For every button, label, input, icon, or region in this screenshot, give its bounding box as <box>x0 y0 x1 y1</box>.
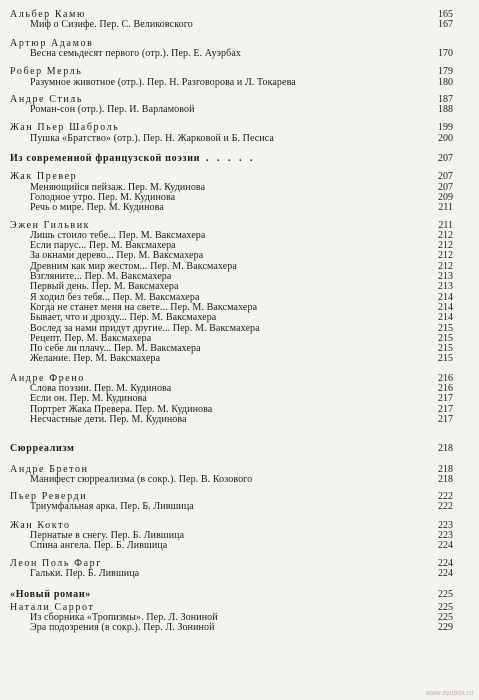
toc-work-title: Эра подозрения (в сокр.). Пер. Л. Зониной <box>30 622 215 634</box>
page-number: 217 <box>438 393 453 405</box>
page-number: 207 <box>438 171 453 183</box>
toc-work-title: За окнами дерево... Пер. М. Ваксмахера <box>30 250 204 262</box>
page-number: 229 <box>438 622 453 634</box>
toc-work-title: Пернатые в снегу. Пер. Б. Лившица <box>30 530 185 541</box>
toc-work-row <box>0 354 479 364</box>
page-number: 225 <box>438 611 453 623</box>
toc-work-row <box>0 415 479 425</box>
page-number: 218 <box>438 473 453 485</box>
page-number: 212 <box>438 250 453 262</box>
toc-work-title: Манифест сюрреализма (в сокр.). Пер. В. Козового <box>30 473 253 485</box>
toc-work-row <box>0 623 479 633</box>
page-number: 213 <box>438 281 453 293</box>
toc-work-title: Я ходил без тебя... Пер. М. Ваксмахера <box>30 291 200 303</box>
page-number: 222 <box>438 491 453 503</box>
toc-author-title: Робер Мерль <box>10 66 83 78</box>
page-number: 214 <box>438 301 453 313</box>
toc-work-title: Если он. Пер. М. Кудинова <box>30 393 147 405</box>
toc-work-title: Разумное животное (отр.). Пер. Н. Разговорова и Л. Токарева <box>30 76 296 88</box>
toc-work-title: Бывает, что и дрозду... Пер. М. Ваксмахера <box>30 312 217 324</box>
toc-author-title: Артюр Адамов <box>10 37 94 49</box>
page-number: 211 <box>438 219 453 231</box>
toc-author-row <box>0 67 479 77</box>
toc-work-row <box>0 569 479 579</box>
page-number: 212 <box>438 260 453 272</box>
page-number: 217 <box>438 413 453 425</box>
toc-work-title: Когда не станет меня на свете... Пер. М. Ваксмахера <box>30 301 258 313</box>
toc-author-title: Жан Кокто <box>10 519 71 531</box>
toc-work-title: Из сборника «Тропизмы». Пер. Л. Зониной <box>30 611 218 623</box>
toc-work-title: Если парус... Пер. М. Ваксмахера <box>30 240 176 252</box>
toc-work-title: Лишь стоило тебе... Пер. М. Ваксмахера <box>30 229 206 241</box>
toc-section-title: «Новый роман» <box>10 589 91 601</box>
toc-work-row <box>0 78 479 88</box>
toc-work-title: Пушка «Братство» (отр.). Пер. Н. Жарковой и Б. Песиса <box>30 132 274 144</box>
toc-section-row <box>0 590 479 600</box>
toc-author-title: Андре Стиль <box>10 93 84 105</box>
page-number: 199 <box>438 122 453 134</box>
page-number: 212 <box>438 229 453 241</box>
page-number: 214 <box>438 312 453 324</box>
page-number: 217 <box>438 403 453 415</box>
toc-work-title: Голодное утро. Пер. М. Кудинова <box>30 191 176 203</box>
toc-work-row <box>0 541 479 551</box>
toc-work-title: Роман-сон (отр.). Пер. И. Варламовой <box>30 104 195 116</box>
toc-work-title: Триумфальная арка. Пер. Б. Лившица <box>30 501 194 513</box>
toc-author-title: Пьер Реверди <box>10 491 88 503</box>
page-number: 180 <box>438 76 453 88</box>
toc-work-row <box>0 475 479 485</box>
page-number: 167 <box>438 19 453 31</box>
page-number: 216 <box>438 372 453 384</box>
toc-work-title: Древним как мир жестом... Пер. М. Ваксмахера <box>30 260 237 272</box>
page-number: 209 <box>438 191 453 203</box>
toc-work-title: Меняющийся пейзаж. Пер. М. Кудинова <box>30 181 206 193</box>
toc-work-row <box>0 502 479 512</box>
watermark: www.ayubox.ru <box>425 690 473 697</box>
toc-section-title: Из современной французской поэзии <box>10 153 201 164</box>
toc-work-title: Рецепт. Пер. М. Ваксмахера <box>30 332 152 344</box>
toc-work-title: Желание. Пер. М. Ваксмахера <box>30 353 161 365</box>
toc-author-title: Андре Бретон <box>10 463 89 475</box>
toc-author-title: Альбер Камю <box>10 9 87 20</box>
toc-work-row <box>0 20 479 30</box>
page-number: 218 <box>438 463 453 475</box>
page-number: 214 <box>438 291 453 303</box>
page-number: 170 <box>438 47 453 59</box>
toc-work-title: Весна семьдесят первого (отр.). Пер. Е. Ауэрбах <box>30 47 241 59</box>
page-number: 224 <box>438 540 453 552</box>
toc-work-title: Спина ангела. Пер. Б. Лившица <box>30 540 168 552</box>
page-number: 179 <box>438 66 453 78</box>
toc-work-row <box>0 203 479 213</box>
page-number: 213 <box>438 271 453 282</box>
toc-work-row <box>0 105 479 115</box>
toc-work-row <box>0 313 479 323</box>
page-number: 200 <box>438 132 453 144</box>
page-number: 225 <box>438 589 453 601</box>
toc-work-title: Вослед за нами придут другие... Пер. М. Ваксмахера <box>30 322 260 334</box>
toc-work-title: Взгляните... Пер. М. Ваксмахера <box>30 271 172 282</box>
page-number: 212 <box>438 240 453 252</box>
toc-author-title: Леон Поль Фарг <box>10 557 102 569</box>
page-number: 215 <box>438 322 453 334</box>
page-number: 165 <box>438 9 453 20</box>
dot-leader: . . . . . <box>206 154 256 164</box>
toc-work-title: Слова поэзии. Пер. М. Кудинова <box>30 383 172 394</box>
toc-section-title: Сюрреализм <box>10 443 75 455</box>
toc-section-row <box>0 154 479 164</box>
toc-work-title: Речь о мире. Пер. М. Кудинова <box>30 202 164 214</box>
toc-work-title: По себе ли плачу... Пер. М. Ваксмахера <box>30 343 201 355</box>
page-number: 223 <box>438 519 453 531</box>
toc-author-title: Андре Френо <box>10 372 85 384</box>
page-number: 215 <box>438 332 453 344</box>
toc-work-title: Миф о Сизифе. Пер. С. Великовского <box>30 19 193 31</box>
page-number: 215 <box>438 343 453 355</box>
page-number: 207 <box>438 181 453 193</box>
page-number: 207 <box>438 153 453 164</box>
page-number: 222 <box>438 501 453 513</box>
page-number: 218 <box>438 443 453 455</box>
page-number: 225 <box>438 601 453 613</box>
toc-work-title: Первый день. Пер. М. Ваксмахера <box>30 281 179 293</box>
toc-author-title: Жак Превер <box>10 171 78 183</box>
toc-work-title: Гальки. Пер. Б. Лившица <box>30 567 140 579</box>
toc-author-title: Натали Саррот <box>10 601 95 613</box>
toc-work-title: Портрет Жака Превера. Пер. М. Кудинова <box>30 403 213 415</box>
page-number: 223 <box>438 530 453 541</box>
page-number: 216 <box>438 383 453 394</box>
page-number: 215 <box>438 353 453 365</box>
toc-section-row <box>0 444 479 454</box>
page-number: 211 <box>438 202 453 214</box>
page-number: 187 <box>438 93 453 105</box>
page-number: 224 <box>438 567 453 579</box>
toc-author-title: Жан Пьер Шаброль <box>10 122 120 134</box>
toc-work-row <box>0 134 479 144</box>
toc-work-row <box>0 49 479 59</box>
page-number: 224 <box>438 557 453 569</box>
page-number: 188 <box>438 104 453 116</box>
toc-author-title: Эжен Гильвик <box>10 219 91 231</box>
toc-work-title: Несчастные дети. Пер. М. Кудинова <box>30 413 187 425</box>
